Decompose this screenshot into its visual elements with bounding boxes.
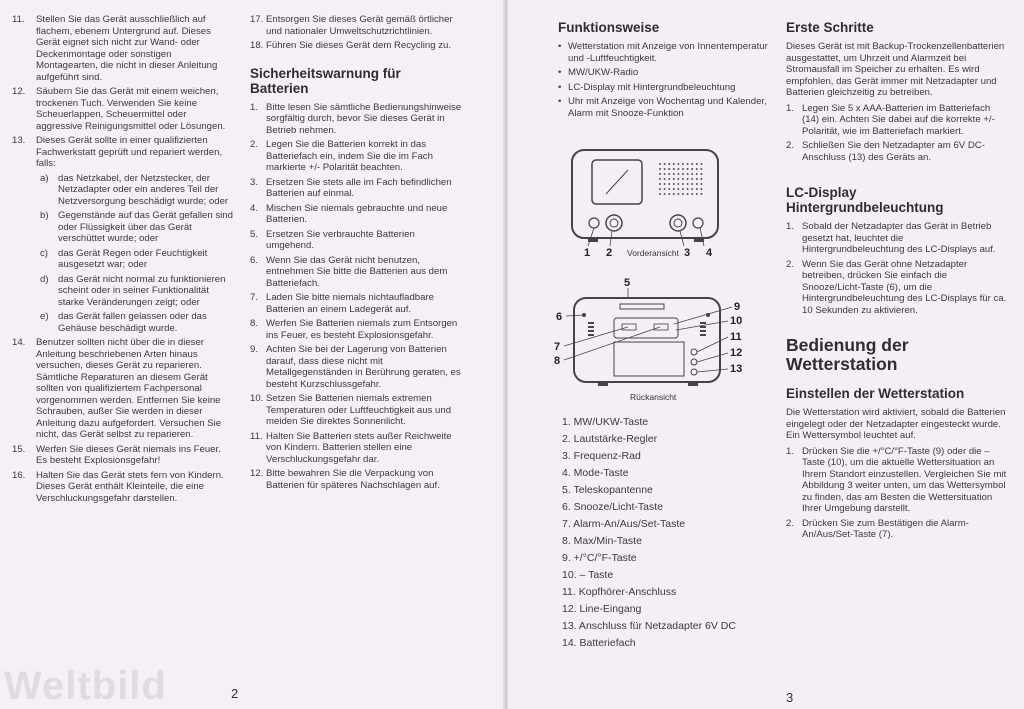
list-item — [250, 139, 462, 174]
list-item-text: das Gerät Regen oder Feuchtigkeit ausgesetzt war; oder — [58, 247, 208, 270]
speaker-grill-dot — [696, 173, 698, 175]
safety-list-continued — [12, 14, 234, 504]
left-page — [0, 0, 505, 709]
list-item-number: a) — [40, 172, 49, 184]
list-item-number: 9. — [250, 344, 259, 355]
list-item — [250, 344, 462, 390]
list-item — [250, 255, 462, 290]
list-item-number: 1. — [786, 221, 795, 232]
list-item — [12, 248, 234, 271]
speaker-grill-dot — [664, 188, 666, 190]
list-item-text: das Netzkabel, der Netzstecker, der Netzadapter oder ein anderes Teil der Netzversorgung beschädigt wurde; oder — [58, 172, 229, 207]
speaker-grill-dot — [673, 163, 675, 165]
speaker-grill-dot — [687, 163, 689, 165]
speaker-grill-dot — [682, 193, 684, 195]
list-item-text: Laden Sie bitte niemals nichtaufladbare Batterien an einem Ladegerät auf. — [266, 292, 435, 315]
speaker-grill-dot — [696, 168, 698, 170]
list-item-number: 2. — [786, 258, 795, 270]
bedienung-heading: Bedienung der Wetterstation — [786, 335, 909, 374]
list-item-text: Entsorgen Sie dieses Gerät gemäß örtlicher und nationaler Umweltschutzrichtlinien. — [266, 14, 453, 37]
list-item — [250, 468, 462, 491]
back-view-diagram — [548, 274, 758, 404]
speaker-grill-dot — [682, 173, 684, 175]
back-label-9: 9 — [734, 301, 741, 313]
speaker-grill-dot — [700, 193, 702, 195]
list-item-number: 5. — [250, 228, 259, 240]
list-item — [250, 318, 462, 341]
list-item — [250, 40, 462, 52]
list-item-text: Wenn Sie das Gerät nicht benutzen, entnehmen Sie bitte die Batterien aus dem Batteriefach. — [266, 254, 448, 289]
list-item-number: 2. — [786, 140, 795, 151]
list-item-text: Ersetzen Sie verbrauchte Batterien umgehend. — [266, 228, 415, 251]
speaker-grill-dot — [677, 183, 679, 185]
right-column-2 — [786, 20, 1008, 544]
speaker-grill-dot — [682, 188, 684, 190]
parts-legend — [562, 414, 782, 652]
back-label-7: 7 — [554, 341, 561, 353]
list-item-number: 18. — [250, 40, 264, 51]
list-item-number: e) — [40, 311, 49, 322]
parts-list-item: 8. Max/Min-Taste — [562, 535, 642, 547]
list-item-number: 16. — [12, 469, 26, 481]
list-item-number: 15. — [12, 443, 26, 455]
list-item — [250, 177, 462, 200]
speaker-grill-dot — [700, 173, 702, 175]
list-item-text: Bitte bewahren Sie die Verpackung von Batterien für späteres Nachschlagen auf. — [266, 468, 440, 491]
einstellen-intro: Die Wetterstation wird aktiviert, sobald die Batterien eingelegt oder der Netzadapter eingesteckt wurde. Ein Wettersymbol leuchtet auf. — [786, 407, 1006, 441]
speaker-grill-dot — [677, 178, 679, 180]
list-item-text: Mischen Sie niemals gebrauchte und neue Batterien. — [266, 202, 448, 225]
erste-schritte-list — [786, 103, 1008, 164]
feature-bullet: • MW/UKW-Radio — [558, 67, 773, 79]
speaker-grill-dot — [659, 163, 661, 165]
front-label-1: 1 — [584, 247, 591, 259]
speaker-grill-dot — [687, 193, 689, 195]
speaker-grill-dot — [700, 163, 702, 165]
speaker-grill-dot — [659, 178, 661, 180]
speaker-grill-dot — [659, 188, 661, 190]
list-item — [786, 140, 1008, 163]
battery-warning-list — [250, 102, 462, 492]
list-item-text: Legen Sie die Batterien korrekt in das Batteriefach ein, indem Sie die im Fach markierte +/- Polarität beachten. — [266, 139, 433, 173]
speaker-grill-dot — [691, 173, 693, 175]
parts-list-item: 13. Anschluss für Netzadapter 6V DC — [562, 620, 736, 632]
speaker-grill-dot — [673, 173, 675, 175]
parts-list-item: 11. Kopfhörer-Anschluss — [562, 586, 677, 598]
speaker-grill-dot — [682, 183, 684, 185]
list-item-text: Sobald der Netzadapter das Gerät in Betrieb gesetzt hat, leuchtet die Hintergrundbeleuchtung des LC-Displays auf. — [802, 221, 996, 255]
list-item — [786, 259, 1008, 317]
list-item-number: 12. — [250, 468, 264, 479]
speaker-grill-dot — [668, 183, 670, 185]
list-item-text: Wenn Sie das Gerät ohne Netzadapter betreiben, drücken Sie einfach die Snooze/Licht-Taste (6), um die Hintergrundbeleuchtung des LC-Displays für ca. 10 Sekunden zu aktivieren. — [802, 258, 1007, 316]
speaker-grill-dot — [682, 168, 684, 170]
front-view-diagram — [566, 146, 736, 261]
list-item-text: Säubern Sie das Gerät mit einem weichen, trockenen Tuch. Verwenden Sie keine Scheuerlappen, Scheuermittel oder aggressive Reinigungsmittel oder Lösungen. — [36, 86, 226, 132]
parts-list — [562, 414, 782, 652]
list-item — [12, 173, 234, 208]
list-item — [786, 518, 1008, 541]
speaker-grill-dot — [664, 163, 666, 165]
list-item-number: 12. — [12, 86, 26, 97]
parts-list-item: 4. Mode-Taste — [562, 467, 629, 479]
erste-schritte-intro: Dieses Gerät ist mit Backup-Trockenzellenbatterien ausgestattet, um Uhrzeit und Alarmzeit bei Stromausfall im Speicher zu erhalten. Es wird empfohlen, das Gerät immer mit Netzadapter und Batterien gleichzeitig zu betreiben. — [786, 41, 1005, 98]
list-item-number: 1. — [250, 101, 259, 113]
back-label-8: 8 — [554, 355, 561, 367]
speaker-grill-dot — [687, 188, 689, 190]
lcd-heading: LC-Display Hintergrundbeleuchtung — [786, 185, 944, 215]
feature-bullet: • LC-Display mit Hintergrundbeleuchtung — [558, 82, 773, 94]
speaker-grill-dot — [691, 178, 693, 180]
list-item — [250, 203, 462, 226]
speaker-grill-dot — [687, 178, 689, 180]
speaker-grill-dot — [696, 188, 698, 190]
list-item-number: 14. — [12, 337, 26, 348]
list-item-number: 13. — [12, 135, 26, 146]
speaker-grill-dot — [691, 193, 693, 195]
speaker-grill-dot — [682, 163, 684, 165]
parts-list-item: 7. Alarm-An/Aus/Set-Taste — [562, 518, 686, 530]
speaker-grill-dot — [700, 178, 702, 180]
list-item-number: 6. — [250, 254, 259, 266]
list-item — [250, 102, 462, 137]
speaker-grill-dot — [664, 178, 666, 180]
feature-bullet: • Uhr mit Anzeige von Wochentag und Kalender, Alarm mit Snooze-Funktion — [558, 96, 773, 119]
speaker-grill-dot — [673, 188, 675, 190]
einstellen-heading: Einstellen der Wetterstation — [786, 386, 965, 401]
list-item-number: 1. — [786, 445, 795, 457]
speaker-grill-dot — [687, 173, 689, 175]
list-item-text: Führen Sie dieses Gerät dem Recycling zu. — [266, 40, 452, 51]
speaker-grill-dot — [659, 193, 661, 195]
list-item-text: Schließen Sie den Netzadapter am 6V DC-Anschluss (13) des Geräts an. — [802, 140, 985, 163]
list-item-text: das Gerät fallen gelassen oder das Gehäuse beschädigt wurde. — [58, 311, 207, 334]
speaker-grill-dot — [659, 183, 661, 185]
list-item — [786, 103, 1008, 138]
left-column-1 — [12, 14, 234, 507]
list-item-number: 1. — [786, 102, 795, 114]
speaker-grill-dot — [687, 168, 689, 170]
speaker-grill-dot — [668, 178, 670, 180]
funktionsweise-heading: Funktionsweise — [558, 20, 660, 35]
right-page — [508, 0, 1024, 709]
list-item-text: Halten Sie das Gerät stets fern von Kindern. Dieses Gerät enthält Kleinteile, die eine Verschluckungsgefahr darstellen. — [36, 469, 224, 504]
back-label-11: 11 — [730, 331, 742, 343]
list-item-number: 11. — [250, 430, 263, 442]
list-item — [12, 470, 234, 505]
speaker-grill-dot — [687, 183, 689, 185]
parts-list-item: 5. Teleskopantenne — [562, 484, 653, 496]
speaker-grill-dot — [700, 183, 702, 185]
list-item-text: Bitte lesen Sie sämtliche Bedienungshinweise sorgfältig durch, bevor Sie dieses Gerät in Betrieb nehmen. — [266, 101, 462, 136]
erste-schritte-heading: Erste Schritte — [786, 20, 874, 35]
list-item-text: Setzen Sie Batterien niemals extremen Temperaturen oder Luftfeuchtigkeit aus und meiden Sie direktes Sonnenlicht. — [266, 393, 452, 427]
speaker-grill-dot — [696, 183, 698, 185]
speaker-grill-dot — [668, 168, 670, 170]
back-label-6: 6 — [556, 311, 563, 323]
list-item-text: Werfen Sie Batterien niemals zum Entsorgen ins Feuer, es besteht Explosionsgefahr. — [266, 318, 458, 341]
speaker-grill-dot — [659, 173, 661, 175]
back-label-10: 10 — [730, 315, 743, 327]
parts-list-item: 10. – Taste — [562, 569, 614, 581]
list-item-number: 2. — [786, 517, 795, 529]
list-item-text: Dieses Gerät sollte in einer qualifizierten Fachwerkstatt geprüft und repariert werden, falls: — [36, 135, 223, 169]
parts-list-item: 9. +/°C/°F-Taste — [562, 552, 637, 564]
list-item-number: 2. — [250, 139, 259, 150]
list-item-number: c) — [40, 247, 48, 259]
speaker-grill-dot — [677, 168, 679, 170]
front-label-3: 3 — [684, 247, 691, 259]
list-item-number: 7. — [250, 292, 259, 303]
speaker-grill-dot — [668, 173, 670, 175]
front-caption: Vorderansicht — [627, 248, 679, 258]
list-item — [250, 431, 462, 466]
weltbild-watermark: Weltbild — [4, 664, 167, 708]
list-item — [250, 292, 462, 315]
list-item-text: Legen Sie 5 x AAA-Batterien im Batteriefach (14) ein. Achten Sie dabei auf die korrekte +/- Polarität, wie im Batteriefach markiert. — [802, 102, 995, 137]
parts-list-item: 3. Frequenz-Rad — [562, 450, 641, 462]
battery-warning-heading: Sicherheitswarnung für Batterien — [250, 65, 401, 96]
list-item-number: 3. — [250, 176, 259, 188]
parts-list-item: 2. Lautstärke-Regler — [562, 433, 658, 445]
speaker-grill-dot — [677, 173, 679, 175]
back-label-13: 13 — [730, 363, 743, 375]
speaker-grill-dot — [659, 168, 661, 170]
front-label-4: 4 — [706, 247, 713, 259]
list-item — [12, 444, 234, 467]
parts-list-item: 1. MW/UKW-Taste — [562, 416, 649, 428]
parts-list-item: 14. Batteriefach — [562, 637, 636, 649]
list-item-number: 8. — [250, 318, 259, 329]
list-item-number: d) — [40, 273, 49, 285]
front-label-2: 2 — [606, 247, 613, 259]
speaker-grill-dot — [668, 193, 670, 195]
list-item — [12, 86, 234, 132]
speaker-grill-dot — [668, 163, 670, 165]
speaker-grill-dot — [677, 163, 679, 165]
list-item — [12, 135, 234, 170]
list-item-text: Halten Sie Batterien stets außer Reichweite von Kindern. Batterien stellen eine Verschluckungsgefahr dar. — [266, 430, 452, 465]
speaker-grill-dot — [673, 183, 675, 185]
back-caption: Rückansicht — [630, 392, 677, 402]
speaker-grill-dot — [696, 178, 698, 180]
speaker-grill-dot — [700, 188, 702, 190]
left-column-2 — [250, 14, 462, 494]
speaker-grill-dot — [664, 173, 666, 175]
list-item-number: 10. — [250, 393, 264, 404]
list-item-number: 4. — [250, 202, 259, 214]
list-item-number: 11. — [12, 14, 25, 25]
list-item-text: Ersetzen Sie stets alle im Fach befindlichen Batterien auf einmal. — [266, 176, 452, 199]
list-item-text: Gegenstände auf das Gerät gefallen sind oder Flüssigkeit über das Gerät verschüttet wurde; oder — [58, 210, 233, 244]
list-item-text: Achten Sie bei der Lagerung von Batterien darauf, dass diese nicht mit Metallgegenständen in Berührung geraten, es besteht Kurzschlussgefahr. — [266, 344, 461, 390]
list-item — [12, 311, 234, 334]
feature-list — [558, 41, 773, 119]
list-item — [250, 393, 462, 428]
speaker-grill-dot — [664, 168, 666, 170]
speaker-grill-dot — [696, 193, 698, 195]
list-item-text: Stellen Sie das Gerät ausschließlich auf flachem, ebenem Untergrund auf. Dieses Gerät eignet sich nicht zur Wand- oder Deckenmontage oder sonstigen Montagearten, die nicht in dieser Anleitung aufgeführt sind. — [36, 14, 218, 83]
speaker-grill-dot — [664, 193, 666, 195]
parts-list-item: 6. Snooze/Licht-Taste — [562, 501, 663, 513]
list-item-text: Drücken Sie die +/°C/°F-Taste (9) oder die – Taste (10), um die aktuelle Wettersituation an Ihrem Standort einzustellen. Vergleichen Sie mit Abbildung 3 weiter unten, um das Wettersymbol zu finden, das am Besten die Wettersituation Ihrer Umgebung darstellt. — [802, 445, 1007, 514]
einstellen-list — [786, 446, 1008, 541]
list-item — [12, 337, 234, 441]
list-item-number: b) — [40, 210, 49, 221]
list-item-text: Drücken Sie zum Bestätigen die Alarm-An/Aus/Set-Taste (7). — [802, 517, 969, 540]
list-item-text: Benutzer sollten nicht über die in dieser Anleitung beschriebenen Arten hinaus versuchen, dieses Gerät zu reparieren. Sämtliche Reparaturen an diesem Gerät sollten von qualifiziertem Fachpersonal vorgenommen werden. Entfernen Sie keine Schrauben, außer Sie werden in dieser Anleitung dazu aufgefordert. Versuchen Sie nicht, das Gerät selbst zu reparieren. — [36, 337, 222, 440]
list-item — [12, 210, 234, 245]
list-item — [12, 274, 234, 309]
speaker-grill-dot — [677, 188, 679, 190]
list-item — [786, 221, 1008, 256]
speaker-grill-dot — [700, 168, 702, 170]
speaker-grill-dot — [668, 188, 670, 190]
speaker-grill-dot — [673, 168, 675, 170]
speaker-grill-dot — [677, 193, 679, 195]
speaker-grill-dot — [673, 193, 675, 195]
speaker-grill-dot — [691, 163, 693, 165]
lcd-list — [786, 221, 1008, 316]
page-number-right: 3 — [786, 690, 794, 705]
right-column-1 — [558, 20, 773, 122]
back-label-12: 12 — [730, 347, 743, 359]
speaker-grill-dot — [673, 178, 675, 180]
speaker-grill-dot — [664, 183, 666, 185]
list-item — [12, 14, 234, 83]
speaker-grill-dot — [691, 188, 693, 190]
speaker-grill-dot — [696, 163, 698, 165]
speaker-grill-dot — [691, 168, 693, 170]
list-item-number: 17. — [250, 14, 264, 25]
parts-list-item: 12. Line-Eingang — [562, 603, 642, 615]
list-item — [250, 14, 462, 37]
list-item — [786, 446, 1008, 515]
safety-list-end — [250, 14, 462, 52]
back-label-5: 5 — [624, 277, 631, 289]
list-item-text: das Gerät nicht normal zu funktionieren scheint oder in seiner Funktionalität starke Veränderungen zeigt; oder — [58, 273, 226, 308]
list-item-text: Werfen Sie dieses Gerät niemals ins Feuer. Es besteht Explosionsgefahr! — [36, 443, 221, 466]
speaker-grill-dot — [682, 178, 684, 180]
speaker-grill-dot — [691, 183, 693, 185]
feature-bullet: • Wetterstation mit Anzeige von Innentemperatur und -Luftfeuchtigkeit. — [558, 41, 773, 64]
list-item — [250, 229, 462, 252]
page-number-left: 2 — [231, 686, 239, 701]
